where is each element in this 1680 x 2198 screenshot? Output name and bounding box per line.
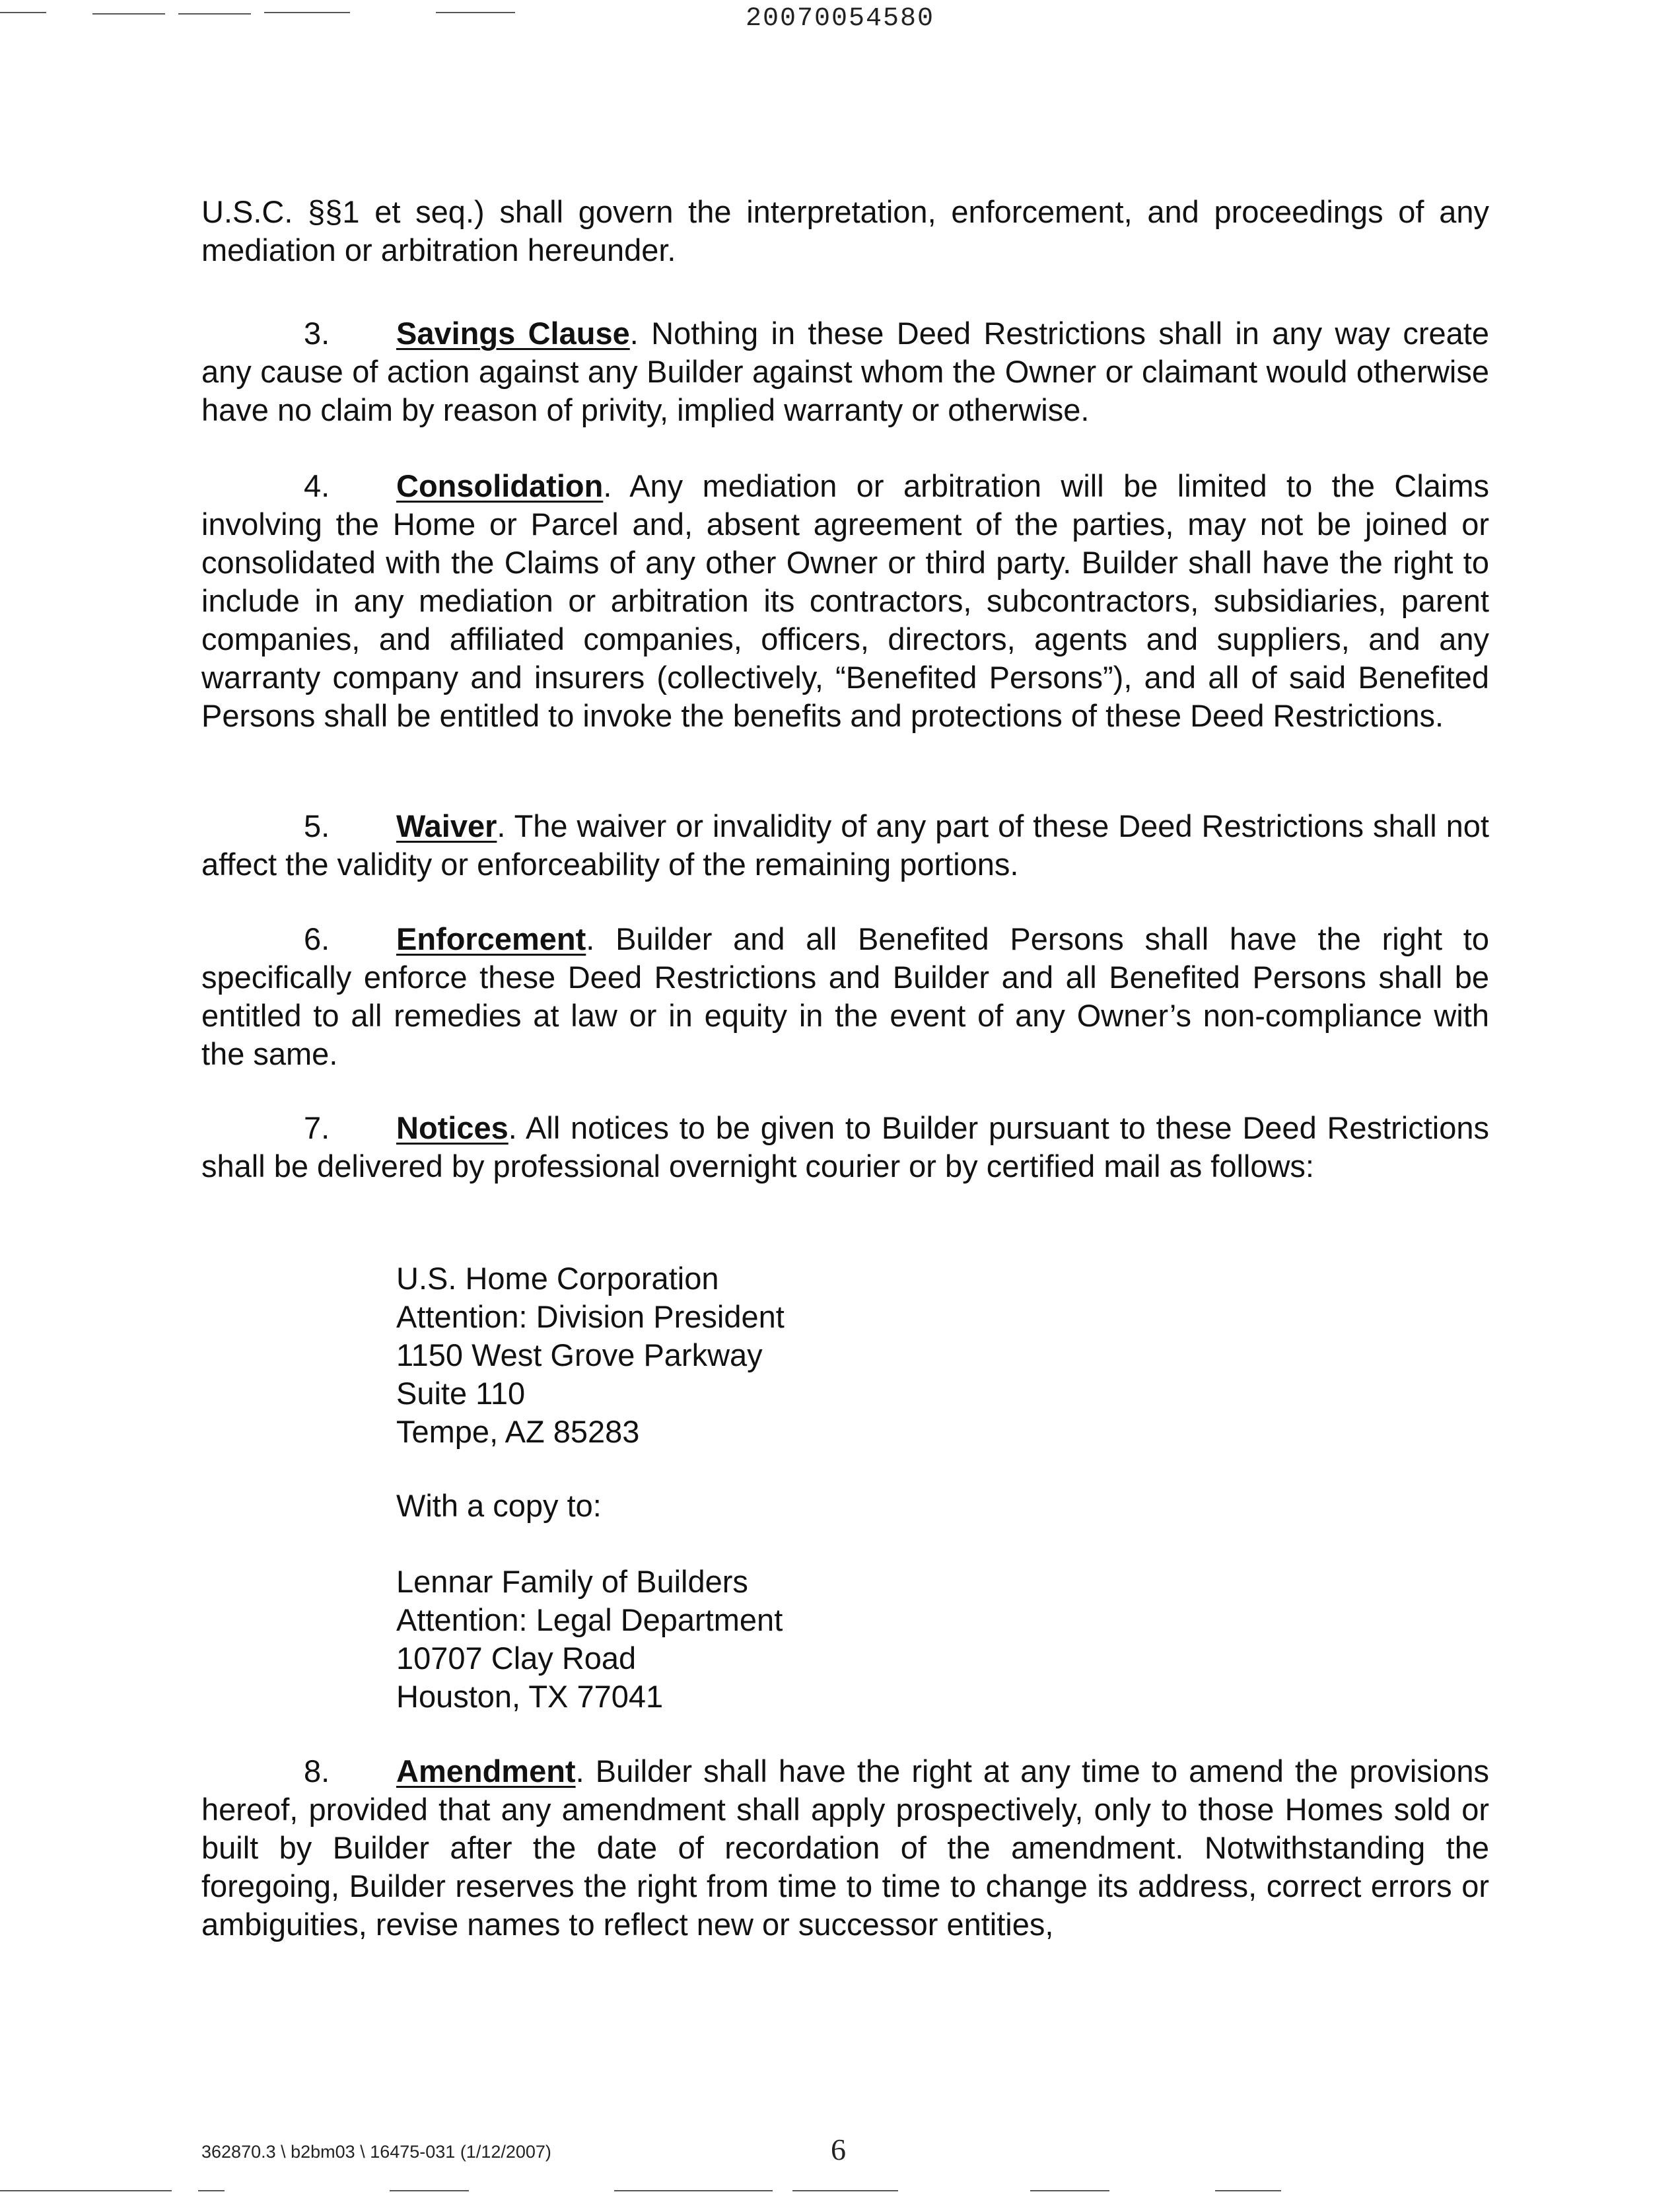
section-heading: Notices — [396, 1110, 508, 1145]
section-number: 6. — [304, 921, 330, 956]
section-amendment — [201, 1752, 1489, 1944]
address-line: 10707 Clay Road — [396, 1641, 637, 1676]
document-number: 20070054580 — [745, 4, 935, 34]
section-text: . Builder shall have the right at any time to amend the provisions hereof, provided that any amendment shall apply prospectively, only to those Homes sold or built by Builder after the date of recordation of the amendment. Notwithstanding the foregoing, Builder reserves the right from time to time to change its address, correct errors or ambiguities, revise names to reflect new or successor entities, — [201, 1754, 1489, 1942]
scan-artifact-line — [1215, 2190, 1281, 2191]
address-line: 1150 West Grove Parkway — [396, 1337, 763, 1372]
address-line: Suite 110 — [396, 1376, 526, 1411]
section-number: 8. — [304, 1754, 330, 1789]
scan-artifact-line — [614, 2190, 773, 2191]
scan-artifact-line — [792, 2190, 898, 2191]
notice-address-primary — [396, 1259, 785, 1451]
section-heading: Waiver — [396, 808, 497, 843]
section-savings-clause — [201, 314, 1489, 429]
section-text: . Builder and all Benefited Persons shall have the right to specifically enforce these Deed Restrictions and Builder and all Benefited Persons shall be entitled to all remedies at law or in equity in the event of any Owner’s non-compliance with the same. — [201, 921, 1489, 1071]
address-line: Houston, TX 77041 — [396, 1679, 664, 1714]
section-enforcement — [201, 920, 1489, 1073]
section-heading: Consolidation — [396, 468, 604, 503]
address-line: Attention: Legal Department — [396, 1602, 783, 1637]
section-text: . All notices to be given to Builder pursuant to these Deed Restrictions shall be delivered by professional overnight courier or by certified mail as follows: — [201, 1110, 1489, 1184]
footer-reference: 362870.3 \ b2bm03 \ 16475-031 (1/12/2007) — [201, 2142, 551, 2162]
notice-address-copy — [396, 1563, 783, 1716]
scan-artifact-line — [0, 2190, 172, 2191]
section-notices — [201, 1109, 1489, 1186]
address-line: Attention: Division President — [396, 1299, 785, 1334]
section-number: 5. — [304, 808, 330, 843]
scan-artifact-line — [1030, 2190, 1109, 2191]
section-text: . Any mediation or arbitration will be limited to the Claims involving the Home or Parcel and, absent agreement of the parties, may not be joined or consolidated with the Claims of any other Owner or third party. Builder shall have the right to include in any mediation or arbitration its contractors, subcontractors, subsidiaries, parent companies, and affiliated companies, officers, directors, agents and suppliers, and any warranty company and insurers (collectively, “Benefited Persons”), and all of said Benefited Persons shall be entitled to invoke the benefits and protections of these Deed Restrictions. — [201, 468, 1489, 733]
section-waiver — [201, 807, 1489, 884]
address-line: Tempe, AZ 85283 — [396, 1414, 640, 1449]
scan-artifact-line — [390, 2190, 469, 2191]
address-line: U.S. Home Corporation — [396, 1261, 719, 1296]
section-text: . Nothing in these Deed Restrictions shall in any way create any cause of action against any Builder against whom the Owner or claimant would otherwise have no claim by reason of privity, implied warranty or otherwise. — [201, 316, 1489, 427]
section-heading: Savings Clause — [396, 316, 630, 351]
continuation-paragraph: U.S.C. §§1 et seq.) shall govern the interpretation, enforcement, and proceedings of any mediation or arbitration hereunder. — [201, 194, 1489, 267]
copy-to-text: With a copy to: — [396, 1488, 602, 1523]
section-consolidation — [201, 467, 1489, 735]
address-line: Lennar Family of Builders — [396, 1564, 748, 1599]
scan-artifact-line — [198, 2190, 225, 2191]
section-number: 4. — [304, 468, 330, 503]
section-number: 3. — [304, 316, 330, 351]
section-number: 7. — [304, 1110, 330, 1145]
page-number: 6 — [831, 2133, 846, 2166]
section-text: . The waiver or invalidity of any part of these Deed Restrictions shall not affect the validity or enforceability of the remaining portions. — [201, 808, 1489, 882]
copy-to-label — [396, 1487, 602, 1525]
section-heading: Enforcement — [396, 921, 586, 956]
section-heading: Amendment — [396, 1754, 576, 1789]
